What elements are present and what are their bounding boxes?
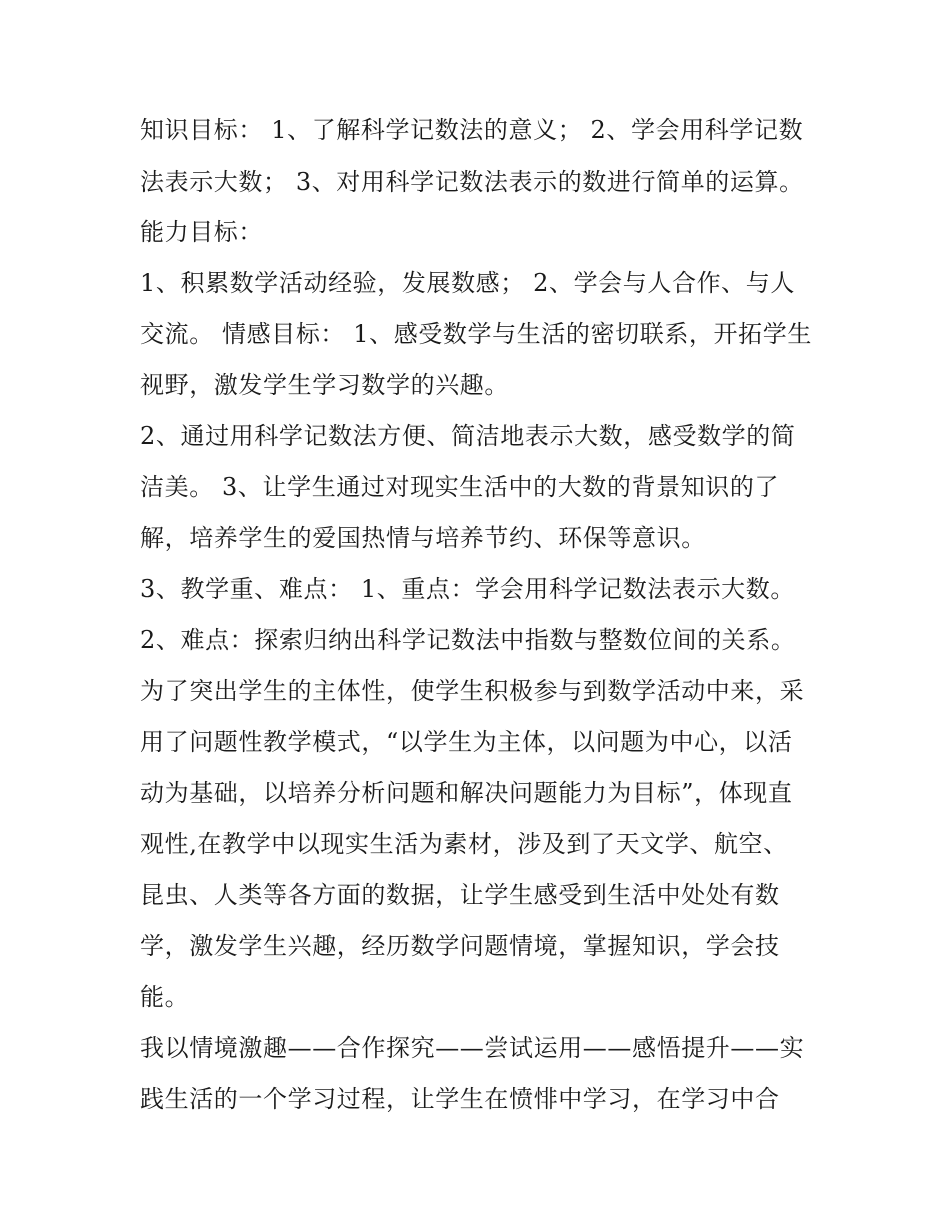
text-line: 践生活的一个学习过程，让学生在愤悱中学习，在学习中合 bbox=[140, 1085, 780, 1113]
text-line: 学，激发学生兴趣，经历数学问题情境，掌握知识，学会技 bbox=[140, 932, 780, 960]
text-line: 解，培养学生的爱国热情与培养节约、环保等意识。 bbox=[140, 524, 706, 552]
text-line: 用了问题性教学模式，“以学生为主体，以问题为中心，以活 bbox=[140, 728, 793, 756]
text-line: 1、积累数学活动经验，发展数感； 2、学会与人合作、与人 bbox=[140, 269, 795, 297]
text-line: 为了突出学生的主体性，使学生积极参与到数学活动中来，采 bbox=[140, 677, 805, 705]
text-line: 观性,在教学中以现实生活为素材，涉及到了天文学、航空、 bbox=[140, 830, 788, 858]
text-line: 2、难点：探索归纳出科学记数法中指数与整数位间的关系。 bbox=[140, 626, 796, 654]
text-line: 昆虫、人类等各方面的数据，让学生感受到生活中处处有数 bbox=[140, 881, 780, 909]
text-line: 视野，激发学生学习数学的兴趣。 bbox=[140, 371, 509, 399]
text-line: 动为基础，以培养分析问题和解决问题能力为目标”，体现直 bbox=[140, 779, 793, 807]
text-line: 知识目标： 1、了解科学记数法的意义； 2、学会用科学记数 bbox=[140, 116, 804, 144]
text-line: 洁美。 3、让学生通过对现实生活中的大数的背景知识的了 bbox=[140, 473, 780, 501]
text-line: 能。 bbox=[140, 983, 190, 1011]
text-line: 能力目标： bbox=[140, 218, 263, 246]
text-line: 法表示大数； 3、对用科学记数法表示的数进行简单的运算。 bbox=[140, 168, 804, 196]
text-line: 2、通过用科学记数法方便、简洁地表示大数，感受数学的简 bbox=[140, 422, 796, 450]
text-line: 我以情境激趣——合作探究——尝试运用——感悟提升——实 bbox=[140, 1034, 805, 1062]
text-line: 交流。 情感目标： 1、感受数学与生活的密切联系，开拓学生 bbox=[140, 320, 812, 348]
text-line: 3、教学重、难点： 1、重点：学会用科学记数法表示大数。 bbox=[140, 575, 795, 603]
